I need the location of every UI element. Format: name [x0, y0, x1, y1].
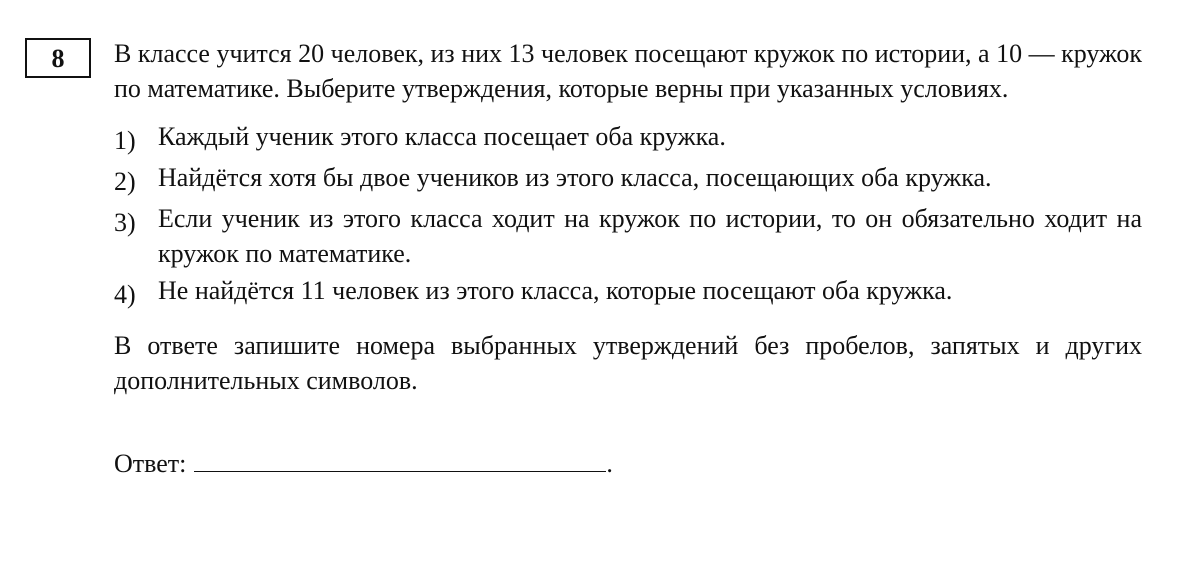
- answer-blank-line[interactable]: [194, 449, 606, 472]
- task-content: [114, 36, 1142, 481]
- answer-end-period: .: [606, 449, 613, 478]
- option-text: Каждый ученик этого класса посещает оба кружка.: [158, 122, 726, 151]
- option-text: Не найдётся 11 человек из этого класса, которые посещают оба кружка.: [158, 276, 953, 305]
- task-number-box: [25, 38, 91, 78]
- option-number: 1): [114, 126, 136, 155]
- options-list: [114, 119, 1142, 312]
- option-text: Если ученик из этого класса ходит на кружок по истории, то он обязательно ходит на кружок по математике.: [158, 204, 1142, 268]
- answer-row: [114, 446, 1142, 481]
- task-number: 8: [51, 43, 65, 73]
- answer-label: Ответ:: [114, 449, 187, 478]
- option-item: [114, 273, 1142, 312]
- option-number: 3): [114, 208, 136, 237]
- answer-instruction: В ответе запишите номера выбранных утверждений без пробелов, запятых и других дополнительных символов.: [114, 331, 1142, 395]
- option-item: [114, 201, 1142, 271]
- option-text: Найдётся хотя бы двое учеников из этого класса, посещающих оба кружка.: [158, 163, 992, 192]
- task-intro: В классе учится 20 человек, из них 13 человек посещают кружок по истории, а 10 — кружок по математике. Выберите утверждения, которые верны при указанных условиях.: [114, 39, 1142, 103]
- option-number: 4): [114, 280, 136, 309]
- option-number: 2): [114, 167, 136, 196]
- option-item: [114, 160, 1142, 199]
- option-item: [114, 119, 1142, 158]
